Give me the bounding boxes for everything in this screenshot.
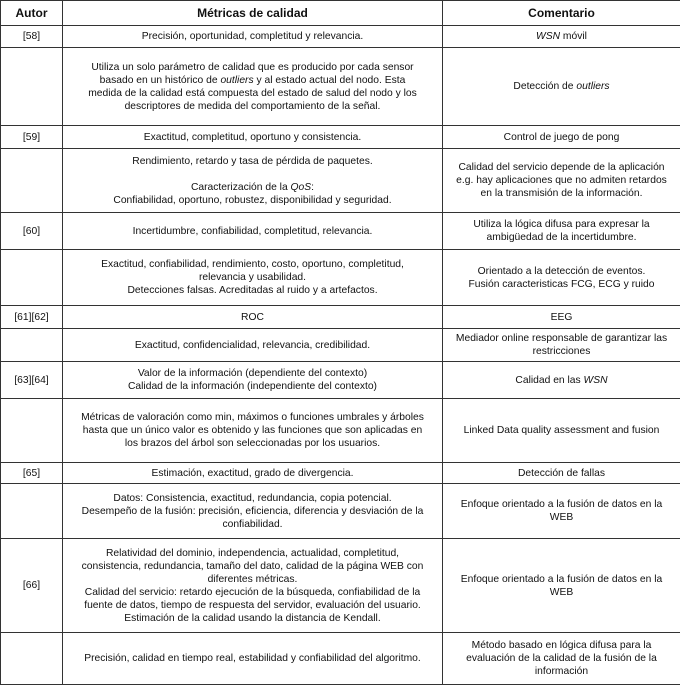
cell-autor: [65]	[1, 463, 63, 484]
text-line	[449, 265, 674, 278]
table-row	[1, 399, 680, 463]
cell-comentario	[443, 362, 680, 399]
text-line	[69, 612, 436, 625]
header-autor: Autor	[1, 1, 63, 26]
cell-autor	[1, 329, 63, 362]
text-segment: WEB	[550, 512, 573, 523]
table-row	[1, 463, 680, 484]
text-line	[449, 652, 674, 665]
text-segment: Desempeño de la fusión: precisión, eficiencia, diferencia y desviación de la	[82, 506, 424, 517]
text-segment: Calidad de la información (independiente del contexto)	[128, 381, 377, 392]
table-row	[1, 362, 680, 399]
cell-comentario	[443, 329, 680, 362]
italic-term: WSN	[584, 375, 608, 386]
table-body	[1, 26, 680, 685]
cell-metricas	[63, 539, 443, 633]
text-segment: Linked Data quality assessment and fusion	[464, 425, 660, 436]
text-segment: ambigüedad de la incertidumbre.	[487, 232, 637, 243]
text-line	[69, 367, 436, 380]
text-segment: Datos: Consistencia, exactitud, redundancia, copia potencial.	[113, 493, 391, 504]
text-segment: e.g. hay aplicaciones que no admiten retardos	[456, 175, 667, 186]
text-line	[449, 467, 674, 480]
cell-autor	[1, 48, 63, 126]
text-segment: medida de la calidad está compuesta del estado de salud del nodo y los	[88, 88, 417, 99]
table-row	[1, 48, 680, 126]
text-segment: Exactitud, completitud, oportuno y consistencia.	[144, 132, 362, 143]
text-line	[449, 586, 674, 599]
text-line	[449, 374, 674, 387]
cell-autor	[1, 484, 63, 539]
text-segment: Utiliza un solo parámetro de calidad que es producido por cada sensor	[91, 62, 413, 73]
cell-metricas	[63, 149, 443, 213]
text-segment: información	[535, 666, 588, 677]
text-line	[449, 231, 674, 244]
text-segment: confiabilidad.	[222, 519, 282, 530]
text-segment: Enfoque orientado a la fusión de datos en la	[461, 499, 663, 510]
cell-autor	[1, 633, 63, 685]
cell-comentario	[443, 306, 680, 329]
table-row	[1, 329, 680, 362]
cell-comentario	[443, 539, 680, 633]
text-segment: WEB	[550, 587, 573, 598]
text-line	[69, 181, 436, 194]
text-line	[69, 271, 436, 284]
text-segment: Orientado a la detección de eventos.	[478, 266, 646, 277]
text-line	[449, 311, 674, 324]
cell-metricas	[63, 126, 443, 149]
text-line	[69, 87, 436, 100]
text-segment: Métricas de valoración como min, máximos o funciones umbrales y árboles	[81, 412, 424, 423]
cell-metricas	[63, 362, 443, 399]
text-line	[449, 332, 674, 345]
cell-autor	[1, 149, 63, 213]
cell-autor	[1, 250, 63, 306]
cell-comentario	[443, 213, 680, 250]
text-segment: Utiliza la lógica difusa para expresar la	[473, 219, 649, 230]
text-line	[69, 652, 436, 665]
cell-autor: [66]	[1, 539, 63, 633]
text-line	[449, 345, 674, 358]
header-row	[1, 1, 680, 26]
text-line	[69, 411, 436, 424]
cell-comentario	[443, 48, 680, 126]
text-line	[69, 155, 436, 168]
text-line	[69, 547, 436, 560]
table-row	[1, 633, 680, 685]
cell-autor: [58]	[1, 26, 63, 48]
text-line	[449, 665, 674, 678]
italic-term: WSN	[536, 31, 560, 42]
text-line	[69, 518, 436, 531]
text-line	[69, 437, 436, 450]
text-line	[69, 467, 436, 480]
text-line	[69, 599, 436, 612]
text-segment: ROC	[241, 312, 264, 323]
text-line	[69, 284, 436, 297]
text-segment: Estimación de la calidad usando la distancia de Kendall.	[124, 613, 380, 624]
text-segment: Detección de	[513, 81, 576, 92]
cell-comentario	[443, 126, 680, 149]
cell-metricas	[63, 213, 443, 250]
text-segment: consistencia, redundancia, tamaño del dato, calidad de la página WEB con	[82, 561, 424, 572]
text-line	[449, 80, 674, 93]
text-line	[69, 100, 436, 113]
text-line	[449, 511, 674, 524]
text-segment: Enfoque orientado a la fusión de datos en la	[461, 574, 663, 585]
text-segment: hasta que un único valor es obtenido y las funciones que son aplicadas en	[83, 425, 422, 436]
text-segment: Mediador online responsable de garantizar las	[456, 333, 667, 344]
text-segment: Detección de fallas	[518, 468, 605, 479]
text-line	[69, 131, 436, 144]
text-segment: descriptores de medida del comportamiento de la señal.	[125, 101, 381, 112]
text-segment: Estimación, exactitud, grado de divergencia.	[151, 468, 353, 479]
text-line	[449, 424, 674, 437]
text-segment: Precisión, calidad en tiempo real, estabilidad y confiabilidad del algoritmo.	[84, 653, 421, 664]
text-segment: fuente de datos, tiempo de respuesta del servidor, evaluación del usuario.	[84, 600, 421, 611]
text-segment: Calidad del servicio depende de la aplicación	[458, 162, 664, 173]
table-row	[1, 213, 680, 250]
text-line	[69, 30, 436, 43]
text-line	[69, 505, 436, 518]
header-metricas: Métricas de calidad	[63, 1, 443, 26]
text-segment: Detecciones falsas. Acreditadas al ruido y a artefactos.	[127, 285, 377, 296]
table-row	[1, 484, 680, 539]
table-row	[1, 149, 680, 213]
cell-metricas	[63, 306, 443, 329]
text-line	[449, 187, 674, 200]
text-segment: :	[311, 182, 314, 193]
cell-metricas	[63, 250, 443, 306]
text-line	[69, 573, 436, 586]
cell-comentario	[443, 149, 680, 213]
cell-metricas	[63, 48, 443, 126]
text-segment: Caracterización de la	[191, 182, 291, 193]
text-line	[69, 380, 436, 393]
text-line	[69, 424, 436, 437]
italic-term: QoS	[291, 182, 312, 193]
text-segment: restricciones	[533, 346, 591, 357]
text-line	[69, 74, 436, 87]
text-segment: Exactitud, confidencialidad, relevancia, credibilidad.	[135, 340, 370, 351]
text-line	[69, 560, 436, 573]
text-segment: Valor de la información (dependiente del contexto)	[138, 368, 367, 379]
text-line	[69, 339, 436, 352]
cell-metricas	[63, 484, 443, 539]
text-segment: móvil	[560, 31, 587, 42]
text-segment: diferentes métricas.	[208, 574, 298, 585]
cell-comentario	[443, 26, 680, 48]
text-segment: Fusión caracteristicas FCG, ECG y ruido	[469, 279, 655, 290]
cell-comentario	[443, 399, 680, 463]
cell-metricas	[63, 399, 443, 463]
text-segment: Método basado en lógica difusa para la	[472, 640, 652, 651]
text-line	[449, 573, 674, 586]
table-row	[1, 26, 680, 48]
text-line	[449, 498, 674, 511]
text-segment: Control de juego de pong	[504, 132, 620, 143]
text-line	[69, 61, 436, 74]
text-line	[449, 30, 674, 43]
text-segment: Relatividad del dominio, independencia, actualidad, completitud,	[106, 548, 399, 559]
text-line	[449, 131, 674, 144]
cell-metricas	[63, 633, 443, 685]
table-row	[1, 306, 680, 329]
cell-autor: [60]	[1, 213, 63, 250]
text-segment: y al estado actual del nodo. Esta	[254, 75, 406, 86]
text-line	[69, 194, 436, 207]
text-segment: en la transmisión de la información.	[481, 188, 643, 199]
text-segment: Rendimiento, retardo y tasa de pérdida de paquetes.	[132, 156, 372, 167]
cell-metricas	[63, 26, 443, 48]
text-line	[69, 311, 436, 324]
text-line	[69, 492, 436, 505]
text-line	[449, 161, 674, 174]
header-comentario: Comentario	[443, 1, 680, 26]
text-line	[449, 639, 674, 652]
text-segment: relevancia y usabilidad.	[199, 272, 306, 283]
cell-autor: [61][62]	[1, 306, 63, 329]
text-line	[449, 278, 674, 291]
text-segment: Calidad en las	[515, 375, 583, 386]
text-segment: Incertidumbre, confiabilidad, completitud, relevancia.	[133, 226, 373, 237]
cell-autor	[1, 399, 63, 463]
cell-comentario	[443, 250, 680, 306]
italic-term: outliers	[220, 75, 253, 86]
text-segment: evaluación de la calidad de la fusión de la	[466, 653, 657, 664]
cell-comentario	[443, 463, 680, 484]
cell-metricas	[63, 463, 443, 484]
cell-autor: [63][64]	[1, 362, 63, 399]
cell-comentario	[443, 633, 680, 685]
text-line	[449, 218, 674, 231]
text-segment: Confiabilidad, oportuno, robustez, disponibilidad y seguridad.	[113, 195, 391, 206]
text-segment: EEG	[551, 312, 573, 323]
text-line	[449, 174, 674, 187]
table-row	[1, 126, 680, 149]
text-segment: Precisión, oportunidad, completitud y relevancia.	[142, 31, 364, 42]
text-segment: basado en un histórico de	[100, 75, 221, 86]
text-segment: los brazos del árbol son seleccionadas por los usuarios.	[125, 438, 380, 449]
cell-comentario	[443, 484, 680, 539]
text-segment: Calidad del servicio: retardo ejecución de la búsqueda, confiabilidad de la	[85, 587, 420, 598]
text-line	[69, 168, 436, 181]
cell-autor: [59]	[1, 126, 63, 149]
text-line	[69, 586, 436, 599]
text-line	[69, 225, 436, 238]
italic-term: outliers	[576, 81, 609, 92]
table-row	[1, 250, 680, 306]
cell-metricas	[63, 329, 443, 362]
text-line	[69, 258, 436, 271]
table-row	[1, 539, 680, 633]
text-segment: Exactitud, confiabilidad, rendimiento, costo, oportuno, completitud,	[101, 259, 404, 270]
